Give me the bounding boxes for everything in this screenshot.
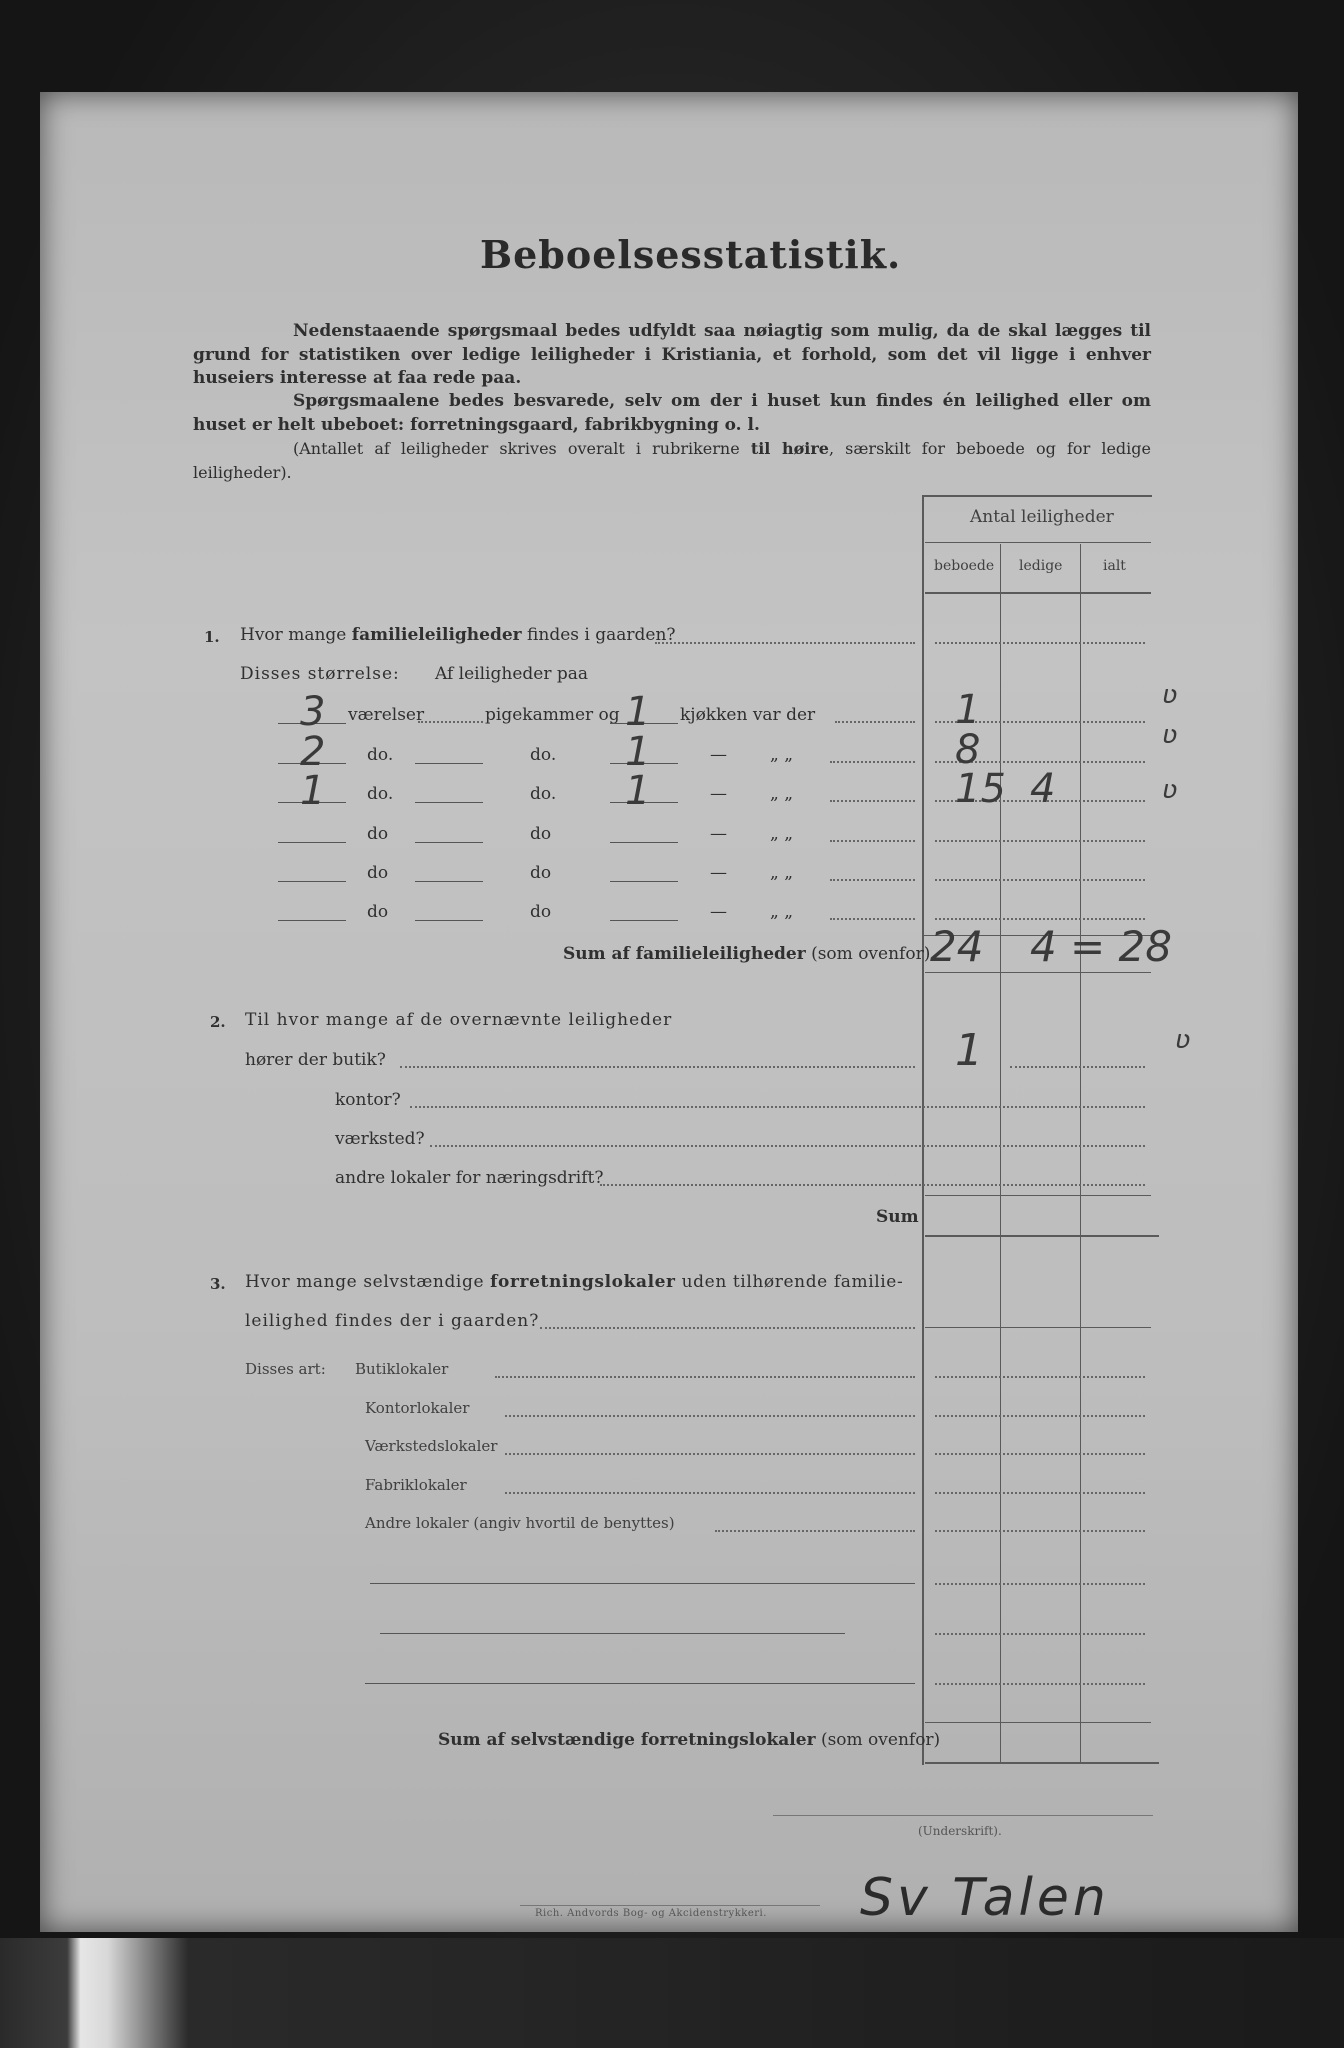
intro-p3-post: , særskilt for beboede og for ledige leiligheder).	[193, 439, 1151, 482]
kitchen-dash: —	[710, 902, 727, 922]
maid-label: do	[530, 824, 552, 844]
q3-item: Butiklokaler	[355, 1360, 449, 1378]
maid-blank	[415, 881, 483, 882]
kitchen-ditto: „ „	[770, 784, 794, 804]
q3-blank-line-1	[370, 1583, 915, 1584]
form-title: Beboelsesstatistik.	[480, 232, 902, 277]
q3-item-leader	[505, 1415, 915, 1417]
col-header-ialt: ialt	[1103, 558, 1126, 574]
q3-sum-bottom-rule	[925, 1762, 1159, 1764]
kitchen-dash: —	[710, 863, 727, 883]
q3-item-leader	[495, 1376, 915, 1378]
rooms-label: værelser	[348, 705, 425, 725]
q3-bold: forretningslokaler	[490, 1272, 676, 1292]
kitchens-blank	[610, 842, 678, 843]
q3-sum-bold: Sum af selvstændige forretningslokaler	[438, 1730, 816, 1750]
q2-butik: hører der butik?	[245, 1050, 386, 1070]
q3-blank-dots-3	[935, 1683, 1145, 1685]
maid-blank	[418, 721, 483, 723]
intro-paragraph-3	[193, 437, 1151, 484]
sum-bottom-rule	[925, 972, 1151, 973]
maid-blank	[415, 763, 483, 764]
signature-label: (Underskrift).	[918, 1824, 1002, 1838]
q3-line2: leilighed findes der i gaarden?	[245, 1311, 540, 1331]
q3-item-answer-dots	[935, 1453, 1145, 1455]
q2-sum-top-rule	[925, 1195, 1151, 1196]
kitchen-leader	[830, 879, 915, 881]
rooms-label: do.	[367, 745, 394, 765]
q3-andre-leader	[715, 1530, 915, 1532]
q1-answer-dots	[935, 642, 1145, 644]
maid-blank	[415, 802, 483, 803]
q2-vaerksted-leader	[430, 1145, 1145, 1147]
rooms-value: 1	[300, 768, 326, 814]
kitchen-ditto: „ „	[770, 824, 794, 844]
intro-p3-pre: (Antallet af leiligheder skrives overalt i rubrikerne	[293, 439, 751, 458]
q3-item-leader	[505, 1492, 915, 1494]
intro-p3-bold: til høire	[750, 439, 829, 458]
signature: Sv Talen	[860, 1868, 1110, 1928]
kitchen-ditto: „ „	[770, 902, 794, 922]
q1-pre: Hvor mange	[240, 625, 352, 645]
beboede-value: 8	[955, 727, 981, 773]
q1-sum-bold: Sum af familieleiligheder	[563, 944, 806, 964]
kitchen-label: kjøkken var der	[680, 705, 816, 725]
q2-butik-value: 1	[955, 1025, 983, 1076]
q1-post: findes i gaarden?	[521, 625, 676, 645]
intro-paragraph-2	[193, 390, 1151, 437]
margin-check-mark: ʋ	[1162, 720, 1178, 750]
col-divider-2	[1080, 544, 1081, 1764]
kitchen-leader	[830, 761, 915, 763]
q2-butik-leader	[400, 1066, 915, 1068]
q1-sum-ialt: = 28	[1070, 922, 1172, 971]
size-sublabel: Af leiligheder paa	[435, 664, 588, 684]
table-header-rule	[925, 592, 1151, 594]
q2-vaerksted: værksted?	[335, 1129, 425, 1149]
kitchen-ditto: „ „	[770, 745, 794, 765]
table-left-border	[922, 495, 924, 1765]
q2-sum-label: Sum	[876, 1207, 919, 1227]
answer-dots	[935, 840, 1145, 842]
maid-label: do	[530, 902, 552, 922]
maid-label: do.	[530, 784, 557, 804]
q3-sum-label	[438, 1730, 940, 1750]
q1-number: 1.	[204, 628, 220, 646]
kitchens-blank	[610, 920, 678, 921]
kitchens-blank	[610, 881, 678, 882]
maid-blank	[415, 920, 483, 921]
answer-dots	[935, 879, 1145, 881]
ledige-value: 4	[1030, 766, 1056, 812]
rooms-label: do	[367, 863, 389, 883]
margin-check-mark: ʋ	[1162, 775, 1178, 805]
rooms-label: do	[367, 902, 389, 922]
q3-item-answer-dots	[935, 1415, 1145, 1417]
kitchen-leader	[830, 840, 915, 842]
kitchens-value: 1	[625, 689, 651, 735]
q1-question	[240, 625, 676, 645]
rooms-label: do.	[367, 784, 394, 804]
maid-label: do.	[530, 745, 557, 765]
intro-p2-text: Spørgsmaalene bedes besvarede, selv om der i huset kun findes én leilighed eller om huset er helt ubeboet: forretningsgaard, fabrikbygning o. l.	[193, 391, 1151, 435]
q1-leader	[655, 642, 915, 644]
kitchen-dash: —	[710, 824, 727, 844]
scan-bottom-edge	[0, 1938, 1344, 2048]
q3-pre: Hvor mange selvstændige	[245, 1272, 491, 1292]
beboede-value: 1	[955, 687, 981, 733]
signature-line	[773, 1815, 1153, 1816]
q3-blank-dots-2	[935, 1633, 1145, 1635]
printer-imprint: Rich. Andvords Bog- og Akcidenstrykkeri.	[535, 1908, 767, 1919]
q3-blank-line-3	[365, 1683, 915, 1684]
q2-number: 2.	[210, 1013, 226, 1031]
q3-item-leader	[505, 1453, 915, 1455]
rooms-blank	[278, 881, 346, 882]
q1-sum-ledige: 4	[1030, 922, 1057, 971]
intro-paragraph-1	[193, 320, 1151, 391]
q3-leader	[540, 1327, 915, 1329]
beboede-value: 15	[955, 766, 1006, 812]
rooms-blank	[278, 842, 346, 843]
table-group-header: Antal leiligheder	[970, 507, 1114, 527]
rooms-blank	[278, 920, 346, 921]
q2-andre-leader	[600, 1184, 1145, 1186]
maid-label: pigekammer og	[485, 705, 620, 725]
q3-andre: Andre lokaler (angiv hvortil de benyttes)	[365, 1514, 675, 1532]
maid-blank	[415, 842, 483, 843]
kitchen-dash: —	[710, 784, 727, 804]
col-header-beboede: beboede	[934, 558, 995, 574]
q2-andre: andre lokaler for næringsdrift?	[335, 1168, 604, 1188]
size-label: Disses størrelse:	[240, 664, 400, 684]
kitchen-leader	[835, 721, 915, 723]
kitchen-leader	[830, 918, 915, 920]
q3-post: uden tilhørende familie-	[675, 1272, 904, 1292]
q3-number: 3.	[210, 1275, 226, 1293]
kitchen-leader	[830, 800, 915, 802]
q3-item: Værkstedslokaler	[365, 1437, 498, 1455]
kitchen-ditto: „ „	[770, 863, 794, 883]
q3-item: Fabriklokaler	[365, 1476, 467, 1494]
q3-sum-note: (som ovenfor)	[820, 1730, 941, 1750]
q1-sum-beboede: 24	[930, 922, 984, 971]
answer-dots	[935, 918, 1145, 920]
margin-check-mark: ʋ	[1175, 1025, 1191, 1055]
q3-blank-line-2	[380, 1633, 845, 1634]
q3-answer-rule	[925, 1327, 1151, 1328]
rooms-value: 3	[300, 689, 326, 735]
table-top-rule	[922, 495, 1152, 497]
q3-item-answer-dots	[935, 1376, 1145, 1378]
kitchens-value: 1	[625, 768, 651, 814]
q3-item-answer-dots	[935, 1492, 1145, 1494]
margin-check-mark: ʋ	[1162, 680, 1178, 710]
q3-blank-dots-1	[935, 1583, 1145, 1585]
col-divider-1	[1000, 544, 1001, 1764]
kitchen-dash: —	[710, 745, 727, 765]
q2-question: Til hvor mange af de overnævnte leiligheder	[245, 1010, 673, 1030]
q3-question	[245, 1272, 903, 1292]
q1-sum-label	[563, 944, 930, 964]
q3-andre-dots	[935, 1530, 1145, 1532]
rooms-label: do	[367, 824, 389, 844]
maid-label: do	[530, 863, 552, 883]
col-header-ledige: ledige	[1019, 558, 1063, 574]
q2-butik-dots	[1010, 1066, 1145, 1068]
q3-item: Kontorlokaler	[365, 1399, 470, 1417]
q2-kontor: kontor?	[335, 1090, 401, 1110]
q3-sum-top-rule	[925, 1722, 1151, 1723]
q3-art-label: Disses art:	[245, 1360, 326, 1378]
q1-bold: familieleiligheder	[351, 625, 522, 645]
rooms-value: 2	[300, 729, 326, 775]
kitchens-value: 1	[625, 729, 651, 775]
q2-sum-bottom-rule	[925, 1235, 1159, 1237]
q1-sum-note: (som ovenfor)	[811, 944, 931, 964]
intro-p1-text: Nedenstaaende spørgsmaal bedes udfyldt saa nøiagtig som mulig, da de skal lægges til grund for statistiken over ledige leiligheder i Kristiania, et forhold, som det vil ligge i enhver huseiers interesse at faa rede paa.	[193, 321, 1151, 388]
printer-rule	[520, 1905, 820, 1906]
q2-kontor-leader	[410, 1106, 1145, 1108]
table-group-rule	[925, 542, 1151, 543]
